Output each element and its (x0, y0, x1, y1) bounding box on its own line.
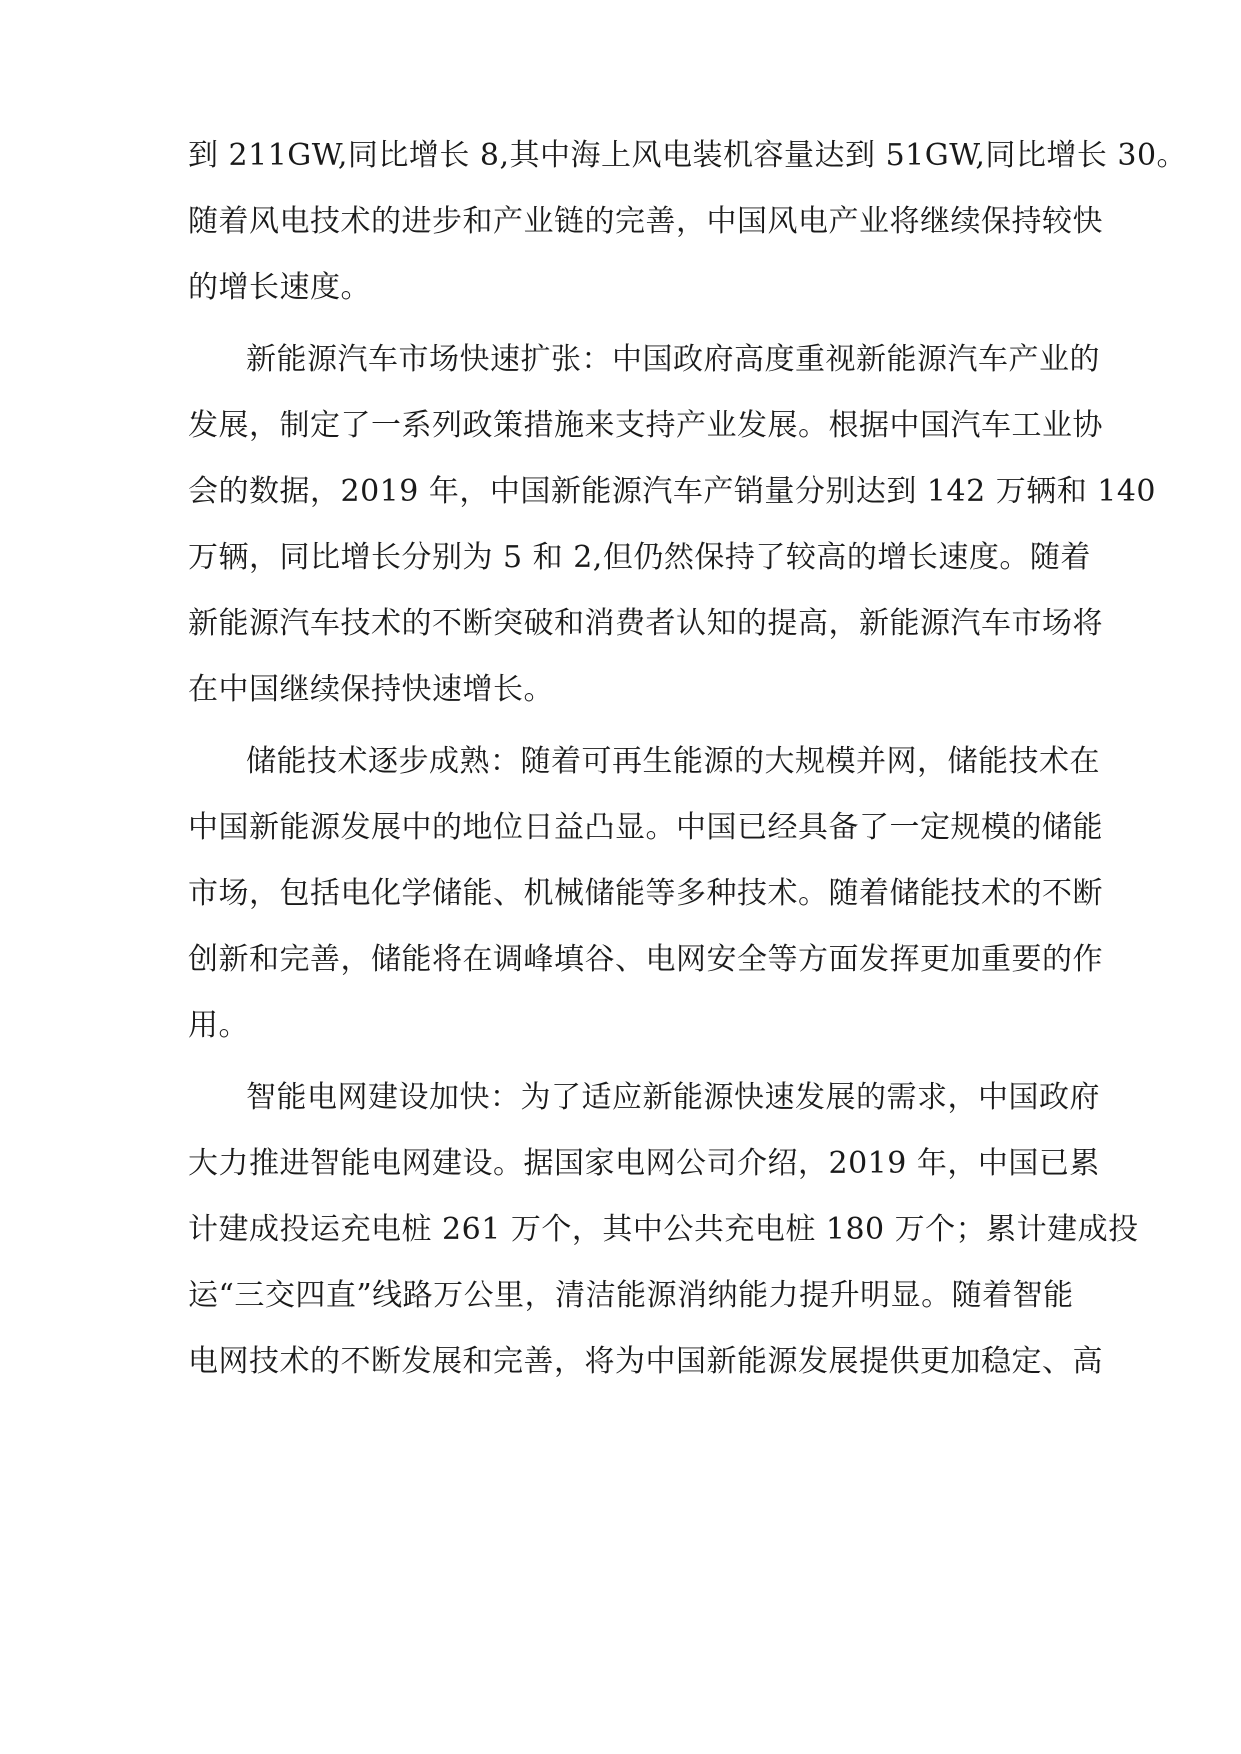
paragraph-line: 智能电网建设加快：为了适应新能源快速发展的需求，中国政府 (246, 1080, 1100, 1115)
paragraph-line: 新能源汽车技术的不断突破和消费者认知的提高，新能源汽车市场将 (188, 606, 1103, 641)
paragraph-line: 新能源汽车市场快速扩张：中国政府高度重视新能源汽车产业的 (246, 342, 1100, 377)
paragraph-line: 计建成投运充电桩 261 万个，其中公共充电桩 180 万个；累计建成投 (188, 1212, 1139, 1247)
paragraph-line: 电网技术的不断发展和完善，将为中国新能源发展提供更加稳定、高 (188, 1344, 1103, 1379)
paragraph-line: 在中国继续保持快速增长。 (188, 672, 554, 707)
paragraph-line: 市场，包括电化学储能、机械储能等多种技术。随着储能技术的不断 (188, 876, 1103, 911)
paragraph-line: 储能技术逐步成熟：随着可再生能源的大规模并网，储能技术在 (246, 744, 1100, 779)
paragraph-line: 随着风电技术的进步和产业链的完善，中国风电产业将继续保持较快 (188, 204, 1103, 239)
paragraph-line: 大力推进智能电网建设。据国家电网公司介绍，2019 年，中国已累 (188, 1146, 1100, 1181)
paragraph-line: 会的数据，2019 年，中国新能源汽车产销量分别达到 142 万辆和 140 (188, 474, 1157, 509)
paragraph-line: 发展，制定了一系列政策措施来支持产业发展。根据中国汽车工业协 (188, 408, 1103, 443)
paragraph-line: 万辆，同比增长分别为 5 和 2,但仍然保持了较高的增长速度。随着 (188, 540, 1091, 575)
paragraph-line: 到 211GW,同比增长 8,其中海上风电装机容量达到 51GW,同比增长 30。 (188, 138, 1188, 173)
paragraph-line: 创新和完善，储能将在调峰填谷、电网安全等方面发挥更加重要的作 (188, 942, 1103, 977)
paragraph-line: 用。 (188, 1008, 249, 1043)
paragraph-line: 的增长速度。 (188, 270, 371, 305)
paragraph-line: 中国新能源发展中的地位日益凸显。中国已经具备了一定规模的储能 (188, 810, 1103, 845)
paragraph-line: 运“三交四直”线路万公里，清洁能源消纳能力提升明显。随着智能 (188, 1278, 1074, 1313)
